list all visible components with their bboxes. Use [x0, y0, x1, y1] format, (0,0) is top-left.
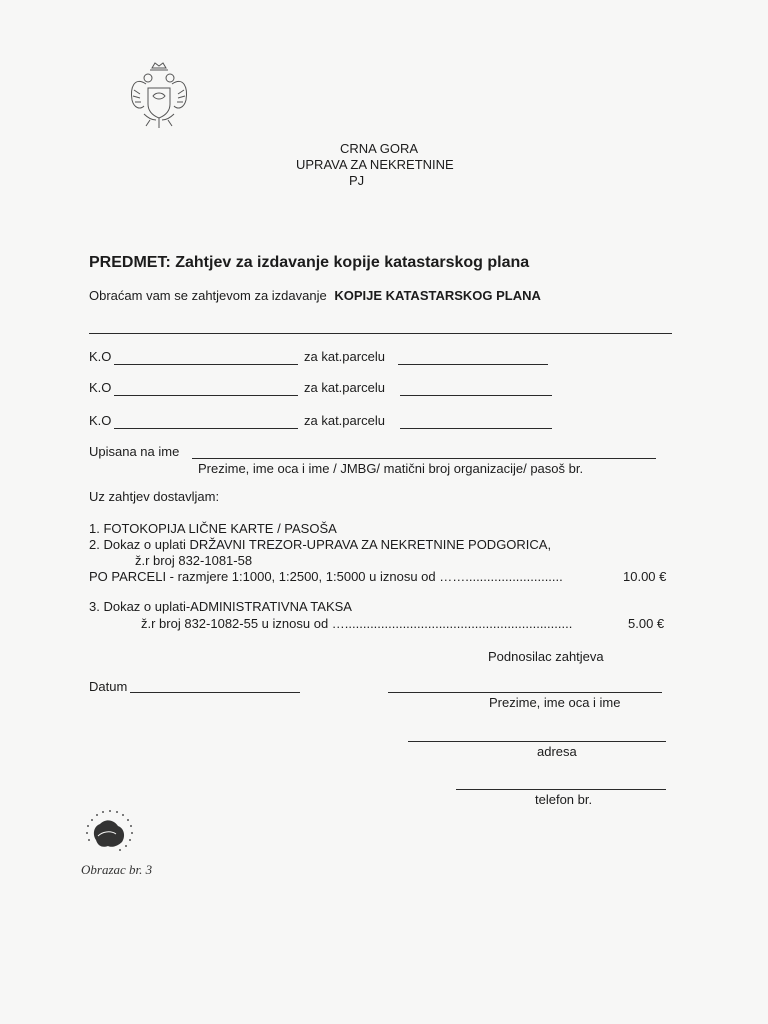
- parcel-row-2-parcel-label: za kat.parcelu: [304, 380, 385, 395]
- name-field[interactable]: [388, 692, 662, 693]
- header-office: UPRAVA ZA NEKRETNINE: [296, 157, 454, 172]
- parcel-row-3-ko-label: K.O: [89, 413, 112, 428]
- owner-hint: Prezime, ime oca i ime / JMBG/ matični broj organizacije/ pasoš br.: [198, 461, 584, 476]
- subject-line: [89, 254, 529, 272]
- attachments-heading: Uz zahtjev dostavljam:: [89, 489, 220, 504]
- parcel-row-1-ko-field[interactable]: [114, 364, 298, 365]
- intro-emphasis: KOPIJE KATASTARSKOG PLANA: [334, 288, 541, 303]
- parcel-row-1-parcel-label: za kat.parcelu: [304, 349, 385, 364]
- agency-map-logo-icon: [80, 806, 140, 856]
- header-country: CRNA GORA: [340, 141, 419, 156]
- address-field[interactable]: [408, 741, 666, 742]
- phone-hint: telefon br.: [535, 792, 593, 807]
- attachment-item-1: 1. FOTOKOPIJA LIČNE KARTE / PASOŠA: [89, 521, 337, 536]
- parcel-row-3-parcel-field[interactable]: [400, 428, 552, 429]
- intro-fill-line[interactable]: [89, 333, 672, 334]
- applicant-label: Podnosilac zahtjeva: [488, 649, 604, 664]
- parcel-row-1-parcel-field[interactable]: [398, 364, 548, 365]
- parcel-row-3-ko-field[interactable]: [114, 428, 298, 429]
- intro-text: Obraćam vam se zahtjevom za izdavanje: [89, 288, 327, 303]
- form-number: Obrazac br. 3: [81, 862, 153, 877]
- coat-of-arms-icon: [126, 58, 192, 130]
- attachment-item-2-scale: PO PARCELI - razmjere 1:1000, 1:2500, 1:5000 u iznosu od ……...........................: [89, 569, 563, 584]
- attachment-item-2: 2. Dokaz o uplati DRŽAVNI TREZOR-UPRAVA ZA NEKRETNINE PODGORICA,: [89, 537, 552, 552]
- parcel-row-2-parcel-field[interactable]: [400, 395, 552, 396]
- parcel-row-1-ko-label: K.O: [89, 349, 112, 364]
- attachment-item-3-account: ž.r broj 832-1082-55 u iznosu od …...............................................................: [141, 616, 573, 631]
- date-label: Datum: [89, 679, 128, 694]
- owner-field[interactable]: [192, 458, 656, 459]
- owner-label: Upisana na ime: [89, 444, 180, 459]
- attachment-item-3: 3. Dokaz o uplati-ADMINISTRATIVNA TAKSA: [89, 599, 352, 614]
- intro-line: [89, 288, 541, 303]
- subject-text: Zahtjev za izdavanje kopije katastarskog plana: [175, 254, 530, 271]
- phone-field[interactable]: [456, 789, 666, 790]
- parcel-row-3-parcel-label: za kat.parcelu: [304, 413, 385, 428]
- date-field[interactable]: [130, 692, 300, 693]
- attachment-item-3-amount: 5.00 €: [628, 616, 665, 631]
- name-hint: Prezime, ime oca i ime: [489, 695, 621, 710]
- attachment-item-2-account: ž.r broj 832-1081-58: [135, 553, 253, 568]
- subject-label: PREDMET:: [89, 254, 171, 271]
- parcel-row-2-ko-label: K.O: [89, 380, 112, 395]
- address-hint: adresa: [537, 744, 577, 759]
- header-unit: PJ: [349, 173, 365, 188]
- attachment-item-2-amount: 10.00 €: [623, 569, 667, 584]
- parcel-row-2-ko-field[interactable]: [114, 395, 298, 396]
